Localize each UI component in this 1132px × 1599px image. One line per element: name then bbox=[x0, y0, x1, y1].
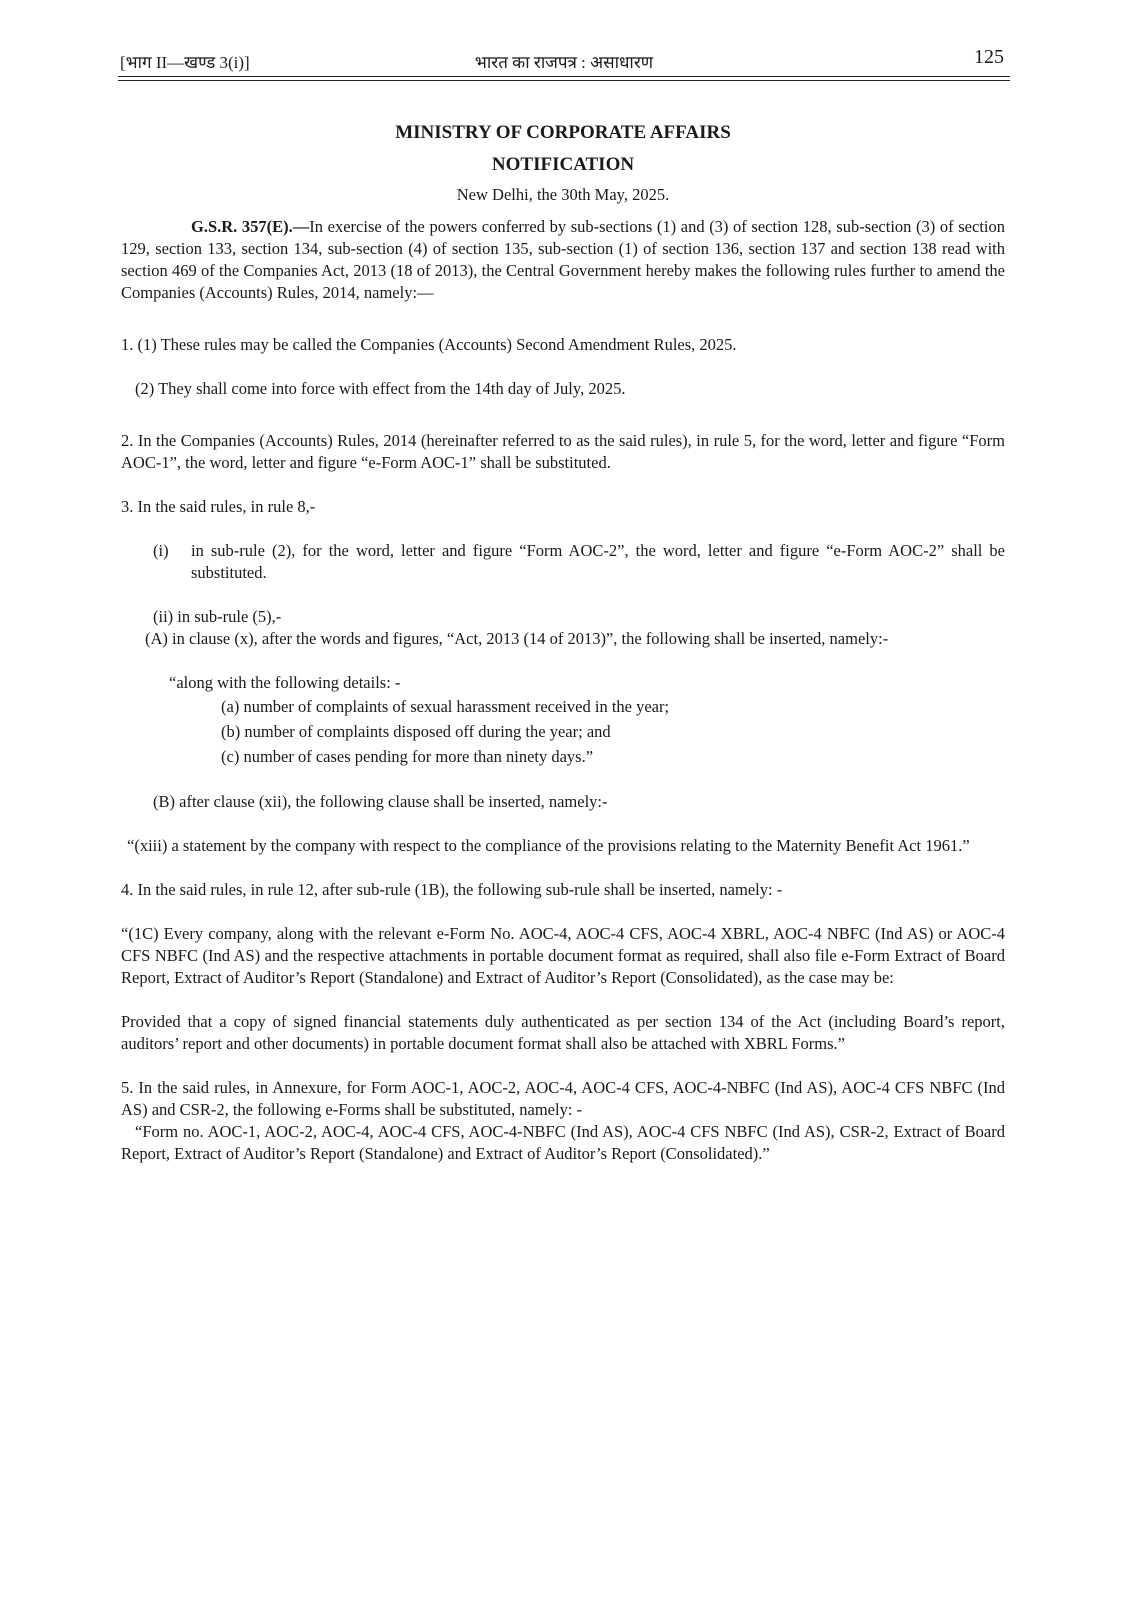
preamble-paragraph bbox=[121, 216, 1005, 304]
rule3-detail-c: (c) number of cases pending for more than ninety days.” bbox=[221, 747, 594, 766]
gsr-number: G.S.R. 357(E).— bbox=[191, 217, 310, 236]
rule3-item-i-number: (i) bbox=[153, 541, 169, 560]
header-part-label: [भाग II—खण्ड 3(i)] bbox=[120, 53, 250, 72]
rule4-intro: 4. In the said rules, in rule 12, after sub-rule (1B), the following sub-rule shall be inserted, namely: - bbox=[121, 880, 783, 899]
rule2-paragraph: 2. In the Companies (Accounts) Rules, 2014 (hereinafter referred to as the said rules), in rule 5, for the word, letter and figure “Form AOC-1”, the word, letter and figure “e-Form AOC-1” shall be substituted. bbox=[121, 431, 1005, 472]
rule1-subrule1: 1. (1) These rules may be called the Companies (Accounts) Second Amendment Rules, 2025. bbox=[121, 335, 737, 354]
page-header bbox=[120, 48, 1008, 72]
rule4-proviso: Provided that a copy of signed financial statements duly authenticated as per section 134 of the Act (including Board’s report, auditors’ report and other documents) in portable document format shall also be attached with XBRL Forms.” bbox=[121, 1012, 1005, 1053]
rule5-intro: 5. In the said rules, in Annexure, for Form AOC-1, AOC-2, AOC-4, AOC-4 CFS, AOC-4-NBFC (Ind AS), AOC-4 CFS NBFC (Ind AS) and CSR-2, the following e-Forms shall be substituted, namely: - bbox=[121, 1078, 1005, 1119]
rule3-item-i bbox=[121, 540, 1005, 584]
rule4-subrule-1c: “(1C) Every company, along with the relevant e-Form No. AOC-4, AOC-4 CFS, AOC-4 XBRL, AOC-4 NBFC (Ind AS) or AOC-4 CFS NBFC (Ind AS) and the respective attachments in portable document format as required, shall also file e-Form Extract of Board Report, Extract of Auditor’s Report (Standalone) and Extract of Auditor’s Report (Consolidated), as the case may be: bbox=[121, 924, 1005, 987]
preamble-text: In exercise of the powers conferred by sub-sections (1) and (3) of section 128, sub-section (3) of section 129, section 133, section 134, sub-section (4) of section 135, sub-section (1) of section 136, section 137 and section 138 read with section 469 of the Companies Act, 2013 (18 of 2013), the Central Government hereby makes the following rules further to amend the Companies (Accounts) Rules, 2014, namely:— bbox=[121, 217, 1006, 302]
rule3-detail-a: (a) number of complaints of sexual harassment received in the year; bbox=[221, 697, 670, 716]
rule3-detail-b: (b) number of complaints disposed off during the year; and bbox=[221, 722, 611, 741]
page-number: 125 bbox=[974, 46, 1004, 68]
rule3-clause-a: (A) in clause (x), after the words and figures, “Act, 2013 (14 of 2013)”, the following shall be inserted, namely:- bbox=[145, 629, 889, 648]
rule3-intro: 3. In the said rules, in rule 8,- bbox=[121, 497, 316, 516]
rule1-subrule2: (2) They shall come into force with effect from the 14th day of July, 2025. bbox=[135, 379, 626, 398]
rule3-item-ii: (ii) in sub-rule (5),- bbox=[153, 607, 282, 626]
ministry-heading: MINISTRY OF CORPORATE AFFAIRS bbox=[395, 122, 731, 143]
rule3-quote-intro: “along with the following details: - bbox=[169, 673, 401, 692]
rule5-quote bbox=[121, 1121, 1005, 1165]
header-rule-thin bbox=[118, 80, 1010, 81]
header-rule-thick bbox=[118, 76, 1010, 77]
rule5-quote-text: “Form no. AOC-1, AOC-2, AOC-4, AOC-4 CFS, AOC-4-NBFC (Ind AS), AOC-4 CFS NBFC (Ind AS), CSR-2, Extract of Board Report, Extract of Auditor’s Report (Standalone) and Extract of Auditor’s Report (Consolidated).” bbox=[121, 1122, 1005, 1163]
rule3-item-i-text: in sub-rule (2), for the word, letter and figure “Form AOC-2”, the word, letter and figure “e-Form AOC-2” shall be substituted. bbox=[191, 541, 1005, 582]
dateline: New Delhi, the 30th May, 2025. bbox=[456, 185, 670, 204]
rule3-clause-xiii: “(xiii) a statement by the company with respect to the compliance of the provisions relating to the Maternity Benefit Act 1961.” bbox=[127, 836, 970, 855]
rule3-clause-b: (B) after clause (xii), the following clause shall be inserted, namely:- bbox=[153, 792, 608, 811]
notification-body bbox=[121, 118, 1005, 1165]
notification-heading: NOTIFICATION bbox=[491, 154, 635, 175]
header-gazette-title: भारत का राजपत्र : असाधारण bbox=[474, 53, 654, 72]
